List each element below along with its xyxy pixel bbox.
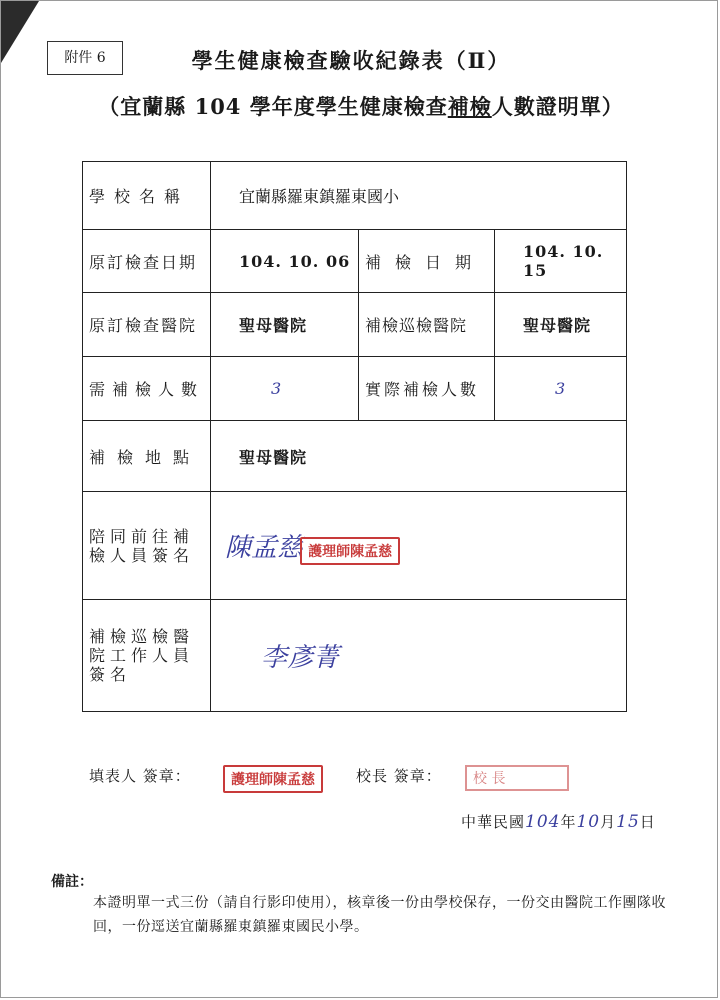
filler-label: 填表人 簽章：	[89, 767, 191, 785]
orig-date-value: 104. 10. 06	[211, 230, 359, 293]
makeup-date-value: 104. 10. 15	[495, 230, 627, 293]
subtitle-underlined: 補檢	[447, 94, 492, 119]
orig-date-label: 原訂檢查日期	[83, 230, 211, 293]
record-form-table	[82, 161, 627, 712]
filler-stamp: 護理師陳孟慈	[223, 765, 323, 793]
actual-count-label: 實際補檢人數	[359, 357, 495, 421]
principal-label: 校長 簽章：	[356, 767, 442, 785]
date-day-unit: 日	[639, 813, 656, 831]
filler-stamp-wrap	[223, 765, 323, 793]
escort-signature: 陳孟慈	[225, 532, 304, 563]
subtitle-pre: （宜蘭縣 104 學年度學生健康檢查	[98, 94, 448, 119]
principal-stamp: 校 長	[465, 765, 569, 791]
date-day: 15	[616, 812, 640, 832]
staff-label: 補檢巡檢醫院工作人員簽名	[83, 600, 211, 712]
needed-count-label: 需補檢人數	[83, 357, 211, 421]
location-label: 補檢地點	[83, 421, 211, 492]
makeup-hospital-value: 聖母醫院	[495, 293, 627, 357]
orig-hospital-label: 原訂檢查醫院	[83, 293, 211, 357]
row-school-name	[83, 162, 627, 230]
school-name-label: 學校名稱	[83, 162, 211, 230]
escort-label: 陪同前往補檢人員簽名	[83, 492, 211, 600]
date-year: 104	[525, 812, 561, 832]
notes-body: 本證明單一式三份（請自行影印使用），核章後一份由學校保存，一份交由醫院工作團隊收回，一份逕送宜蘭縣羅東鎮羅東國民小學。	[93, 895, 666, 935]
document-title: 學生健康檢查驗收紀錄表（Ⅱ）	[191, 48, 511, 73]
staff-signature: 李彥菁	[261, 643, 340, 673]
date-month: 10	[576, 812, 601, 832]
needed-count-value: 3	[211, 357, 359, 421]
date-line	[461, 811, 656, 832]
escort-stamp: 護理師陳孟慈	[300, 537, 400, 565]
actual-count-value: 3	[495, 357, 627, 421]
staff-signature-cell	[211, 600, 627, 712]
row-staff-signature	[83, 600, 627, 712]
row-hospitals	[83, 293, 627, 357]
row-escort-signature	[83, 492, 627, 600]
school-name-value: 宜蘭縣羅東鎮羅東國小	[211, 162, 627, 230]
row-location	[83, 421, 627, 492]
date-year-unit: 年	[560, 813, 577, 831]
makeup-hospital-label: 補檢巡檢醫院	[359, 293, 495, 357]
row-counts	[83, 357, 627, 421]
escort-signature-cell	[211, 492, 627, 600]
date-month-unit: 月	[600, 813, 617, 831]
location-value: 聖母醫院	[211, 421, 627, 492]
makeup-date-label: 補檢日期	[359, 230, 495, 293]
row-dates	[83, 230, 627, 293]
page-corner-mark	[1, 1, 39, 63]
subtitle-post: 人數證明單）	[491, 94, 624, 119]
date-prefix: 中華民國	[461, 813, 526, 831]
notes-heading: 備註：	[51, 874, 93, 890]
document-subtitle	[61, 91, 661, 121]
orig-hospital-value: 聖母醫院	[211, 293, 359, 357]
attachment-label: 附件 6	[47, 41, 123, 75]
